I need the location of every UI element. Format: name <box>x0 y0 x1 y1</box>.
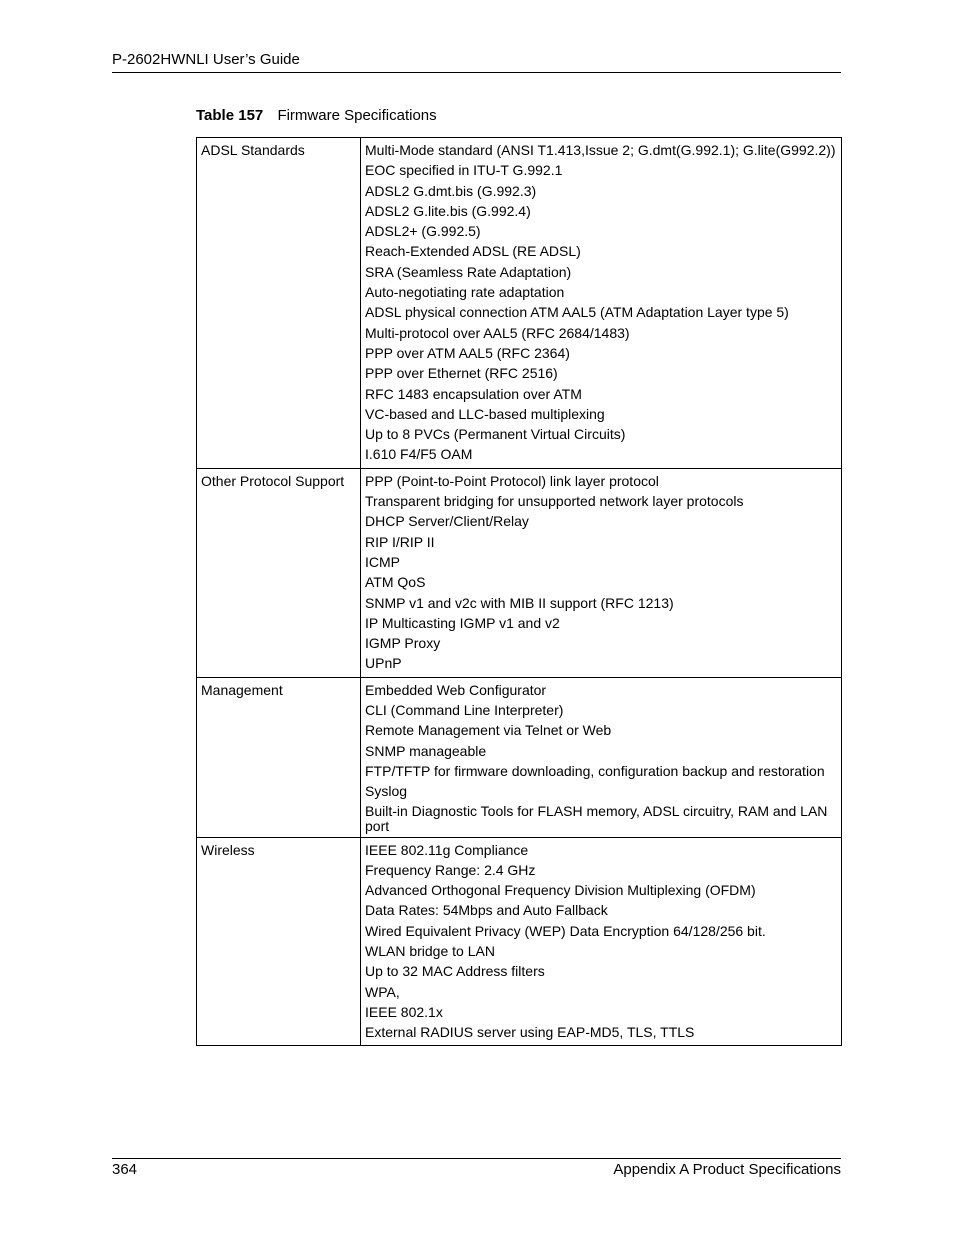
row-label: Wireless <box>197 837 361 1046</box>
list-item: Multi-Mode standard (ANSI T1.413,Issue 2; G.dmt(G.992.1); G.lite(G992.2)) <box>365 142 836 158</box>
header-rule <box>112 72 841 73</box>
list-item: RIP I/RIP II <box>365 533 435 550</box>
list-item: DHCP Server/Client/Relay <box>365 513 529 530</box>
list-item: SNMP manageable <box>365 742 487 759</box>
list-item: UPnP <box>365 655 402 672</box>
list-item: ADSL2 G.dmt.bis (G.992.3) <box>365 182 537 199</box>
list-item: PPP (Point-to-Point Protocol) link layer protocol <box>365 472 659 489</box>
row-values <box>361 837 842 1046</box>
list-item: Embedded Web Configurator <box>365 681 547 698</box>
list-item: SRA (Seamless Rate Adaptation) <box>365 263 572 280</box>
running-header: P-2602HWNLI User’s Guide <box>112 51 300 68</box>
list-item: ADSL physical connection ATM AAL5 (ATM Adaptation Layer type 5) <box>365 304 789 321</box>
table-row <box>197 138 842 469</box>
row-values <box>361 468 842 677</box>
list-item: SNMP v1 and v2c with MIB II support (RFC 1213) <box>365 594 674 611</box>
list-item: Remote Management via Telnet or Web <box>365 722 612 739</box>
list-item: WLAN bridge to LAN <box>365 942 495 959</box>
list-item: PPP over ATM AAL5 (RFC 2364) <box>365 344 570 361</box>
table-number: Table 157 <box>196 107 264 124</box>
list-item: IEEE 802.11g Compliance <box>365 841 529 858</box>
row-values <box>361 138 842 469</box>
list-item: Transparent bridging for unsupported network layer protocols <box>365 493 744 510</box>
row-label: ADSL Standards <box>197 138 361 469</box>
table-row <box>197 837 842 1046</box>
row-label: Management <box>197 677 361 837</box>
list-item: IP Multicasting IGMP v1 and v2 <box>365 614 560 631</box>
list-item: Auto-negotiating rate adaptation <box>365 284 565 301</box>
list-item: RFC 1483 encapsulation over ATM <box>365 385 582 402</box>
list-item: Multi-protocol over AAL5 (RFC 2684/1483) <box>365 324 630 341</box>
list-item: Up to 8 PVCs (Permanent Virtual Circuits) <box>365 426 626 443</box>
firmware-specifications-table <box>196 137 842 1046</box>
table-caption <box>196 107 437 125</box>
list-item: CLI (Command Line Interpreter) <box>365 702 564 719</box>
list-item: EOC specified in ITU-T G.992.1 <box>365 162 563 179</box>
list-item: Syslog <box>365 783 408 800</box>
list-item: VC-based and LLC-based multiplexing <box>365 405 605 422</box>
list-item: PPP over Ethernet (RFC 2516) <box>365 365 558 382</box>
row-label: Other Protocol Support <box>197 468 361 677</box>
list-item: ATM QoS <box>365 574 426 591</box>
list-item: Built-in Diagnostic Tools for FLASH memory, ADSL circuitry, RAM and LAN port <box>365 802 828 834</box>
list-item: I.610 F4/F5 OAM <box>365 446 473 463</box>
list-item: IEEE 802.1x <box>365 1003 443 1020</box>
list-item: Advanced Orthogonal Frequency Division Multiplexing (OFDM) <box>365 882 756 899</box>
list-item: External RADIUS server using EAP-MD5, TLS, TTLS <box>365 1024 695 1041</box>
list-item: Data Rates: 54Mbps and Auto Fallback <box>365 902 608 919</box>
list-item: FTP/TFTP for firmware downloading, configuration backup and restoration <box>365 762 825 779</box>
table-row <box>197 677 842 837</box>
list-item: Frequency Range: 2.4 GHz <box>365 861 536 878</box>
table-title: Firmware Specifications <box>277 107 437 124</box>
footer-rule <box>112 1158 841 1159</box>
page-number: 364 <box>112 1161 138 1178</box>
list-item: Up to 32 MAC Address filters <box>365 963 545 980</box>
list-item: Reach-Extended ADSL (RE ADSL) <box>365 243 581 260</box>
list-item: ADSL2+ (G.992.5) <box>365 223 481 240</box>
table-row <box>197 468 842 677</box>
list-item: ADSL2 G.lite.bis (G.992.4) <box>365 202 531 219</box>
list-item: IGMP Proxy <box>365 635 441 652</box>
list-item: ICMP <box>365 553 400 570</box>
list-item: WPA, <box>365 983 400 1000</box>
list-item: Wired Equivalent Privacy (WEP) Data Encryption 64/128/256 bit. <box>365 922 766 939</box>
footer-section-title: Appendix A Product Specifications <box>613 1161 841 1178</box>
row-values <box>361 677 842 837</box>
